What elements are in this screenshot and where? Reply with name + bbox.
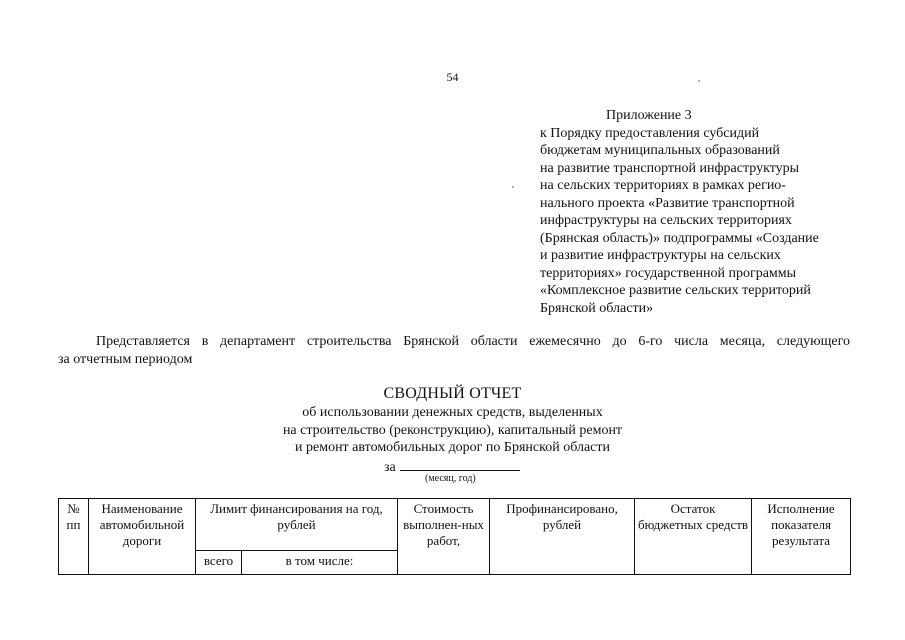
period-hint: (месяц, год) bbox=[425, 473, 476, 484]
appendix-line: на сельских территориях в рамках регио- bbox=[540, 178, 786, 193]
report-subtitle-line: на строительство (реконструкцию), капитальный ремонт bbox=[282, 422, 623, 438]
appendix-title: Приложение 3 bbox=[606, 108, 692, 123]
header-road-name: Наименование автомобильной дороги bbox=[89, 499, 196, 575]
report-table bbox=[58, 498, 851, 575]
appendix-line: и развитие инфраструктуры на сельских bbox=[540, 248, 781, 263]
appendix-line: «Комплексное развитие сельских территорий bbox=[540, 283, 811, 298]
appendix-line: на развитие транспортной инфраструктуры bbox=[540, 160, 800, 176]
appendix-line: нального проекта «Развитие транспортной bbox=[540, 195, 795, 211]
appendix-line: территориях» государственной программы bbox=[540, 265, 797, 281]
submission-line: за отчетным периодом bbox=[58, 352, 193, 367]
appendix-line: бюджетам муниципальных образований bbox=[540, 143, 780, 158]
scan-speck bbox=[698, 80, 700, 82]
header-number: № пп bbox=[59, 499, 89, 575]
report-subtitle-line: об использовании денежных средств, выделенных bbox=[302, 405, 603, 420]
submission-line: Представляется в департамент строительства Брянской области ежемесячно до 6-го числа месяца, следующего bbox=[96, 334, 850, 349]
submission-note bbox=[58, 333, 850, 369]
header-limit-total: всего bbox=[196, 551, 242, 575]
header-result-indicator: Исполнение показателя результата bbox=[752, 499, 851, 575]
header-budget-balance: Остаток бюджетных средств bbox=[635, 499, 752, 575]
appendix-line: (Брянская область)» подпрограммы «Создание bbox=[540, 230, 819, 246]
report-title-block bbox=[0, 384, 905, 457]
period-blank-line bbox=[400, 457, 520, 471]
period-prefix: за bbox=[384, 460, 396, 475]
scan-speck bbox=[512, 186, 514, 188]
report-subtitle-line: и ремонт автомобильных дорог по Брянской области bbox=[295, 440, 610, 455]
page-number: 54 bbox=[446, 70, 459, 84]
appendix-line: инфраструктуры на сельских территориях bbox=[540, 213, 792, 228]
appendix-line: Брянской области» bbox=[540, 300, 654, 316]
header-funding-limit: Лимит финансирования на год, рублей bbox=[196, 499, 398, 551]
appendix-line: к Порядку предоставления субсидий bbox=[540, 125, 760, 141]
appendix-block bbox=[540, 107, 870, 317]
header-work-cost: Стоимость выполнен-ных работ, bbox=[398, 499, 490, 575]
report-title: СВОДНЫЙ ОТЧЕТ bbox=[383, 385, 522, 402]
header-limit-including: в том числе: bbox=[242, 551, 398, 575]
header-financed: Профинансировано, рублей bbox=[490, 499, 635, 575]
